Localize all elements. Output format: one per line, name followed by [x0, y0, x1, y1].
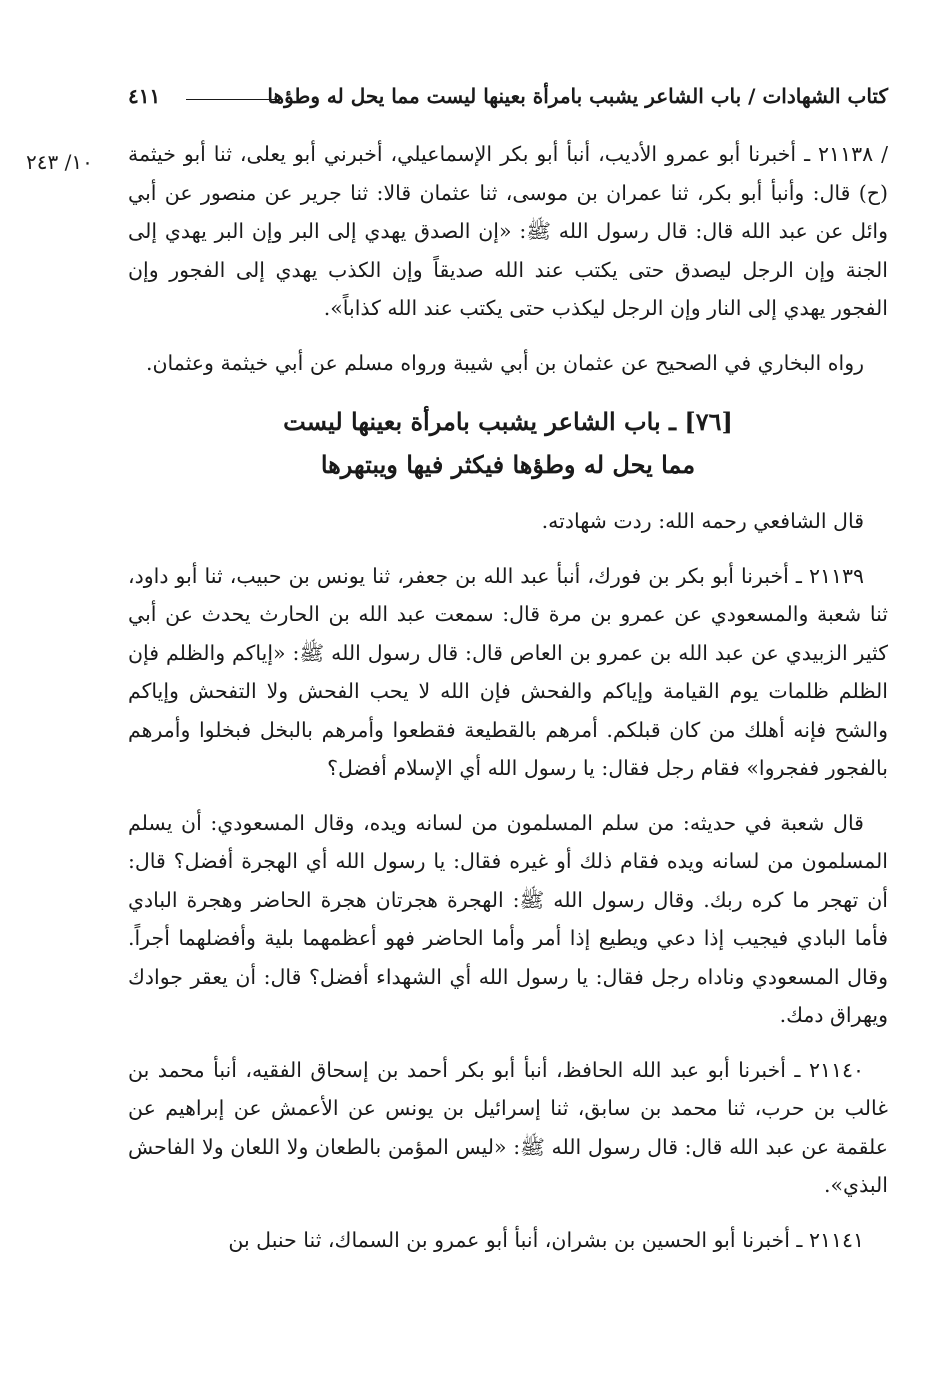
- chapter-heading: [128, 400, 888, 486]
- header-title: كتاب الشهادات / باب الشاعر يشبب بامرأة بعينها ليست مما يحل له وطؤها: [267, 84, 888, 108]
- hadith-21138: / ٢١١٣٨ ـ أخبرنا أبو عمرو الأديب، أنبأ أبو بكر الإسماعيلي، أخبرني أبو يعلى، ثنا أبو خيثمة (ح) قال: وأنبأ أبو بكر، ثنا عمران بن موسى، ثنا عثمان قالا: ثنا جرير عن منصور عن أبي وائل عن عبد الله قال: قال رسول الله ﷺ: «إن الصدق يهدي إلى البر وإن البر يهدي إلى الجنة وإن الرجل ليصدق حتى يكتب عند الله صديقاً وإن الكذب يهدي إلى الفجور وإن الفجور يهدي إلى النار وإن الرجل ليكذب حتى يكتب عند الله كذاباً».: [128, 142, 888, 320]
- page-body: [128, 135, 888, 1259]
- chapter-heading-line-1: [٧٦] ـ باب الشاعر يشبب بامرأة بعينها ليست: [283, 407, 733, 436]
- hadith-21139: ٢١١٣٩ ـ أخبرنا أبو بكر بن فورك، أنبأ عبد الله بن جعفر، ثنا يونس بن حبيب، ثنا أبو داود، ثنا شعبة والمسعودي عن عمرو بن مرة قال: سمعت عبد الله بن الحارث يحدث عن أبي كثير الزبيدي عن عبد الله بن عمرو بن العاص قال: قال رسول الله ﷺ: «إياكم والظلم فإن الظلم ظلمات يوم القيامة وإياكم والفحش فإن الله لا يحب الفحش ولا التفحش وإياكم والشح فإنه أهلك من كان قبلكم. أمرهم بالقطيعة فقطعوا وأمرهم بالبخل فبخلوا وأمرهم بالفجور ففجروا» فقام رجل فقال: يا رسول الله أي الإسلام أفضل؟: [128, 563, 888, 780]
- margin-reference: ١٠/ ٢٤٣: [26, 150, 93, 174]
- chapter-heading-line-2: مما يحل له وطؤها فيكثر فيها ويبتهرها: [320, 450, 696, 479]
- hadith-21140: ٢١١٤٠ ـ أخبرنا أبو عبد الله الحافظ، أنبأ أبو بكر أحمد بن إسحاق الفقيه، أنبأ محمد بن غالب بن حرب، ثنا محمد بن سابق، ثنا إسرائيل بن يونس عن الأعمش عن إبراهيم عن علقمة عن عبد الله قال: قال رسول الله ﷺ: «ليس المؤمن بالطعان ولا اللعان ولا الفاحش البذي».: [128, 1057, 888, 1197]
- page-number: ٤١١: [128, 84, 161, 108]
- header-rule: [186, 99, 282, 100]
- hadith-21141: ٢١١٤١ ـ أخبرنا أبو الحسين بن بشران، أنبأ أبو عمرو بن السماك، ثنا حنبل بن: [228, 1227, 864, 1252]
- shafii-saying: قال الشافعي رحمه الله: ردت شهادته.: [541, 509, 864, 533]
- narration-note: رواه البخاري في الصحيح عن عثمان بن أبي شيبة ورواه مسلم عن أبي خيثمة وعثمان.: [145, 350, 864, 375]
- shuba-commentary: قال شعبة في حديثه: من سلم المسلمون من لسانه ويده، وقال المسعودي: أن يسلم المسلمون من لسانه ويده فقام ذلك أو غيره فقال: يا رسول الله أي الهجرة أفضل؟ قال: أن تهجر ما كره ربك. وقال رسول الله ﷺ: الهجرة هجرتان هجرة الحاضر وهجرة البادي فأما البادي فيجيب إذا دعي ويطيع إذا أمر وأما الحاضر فهو أعظمهما بلية وأفضلهما أجراً. وقال المسعودي وناداه رجل فقال: يا رسول الله أي الشهداء أفضل؟ قال: أن يعقر جوادك ويهراق دمك.: [128, 810, 888, 1027]
- running-header: [128, 84, 888, 120]
